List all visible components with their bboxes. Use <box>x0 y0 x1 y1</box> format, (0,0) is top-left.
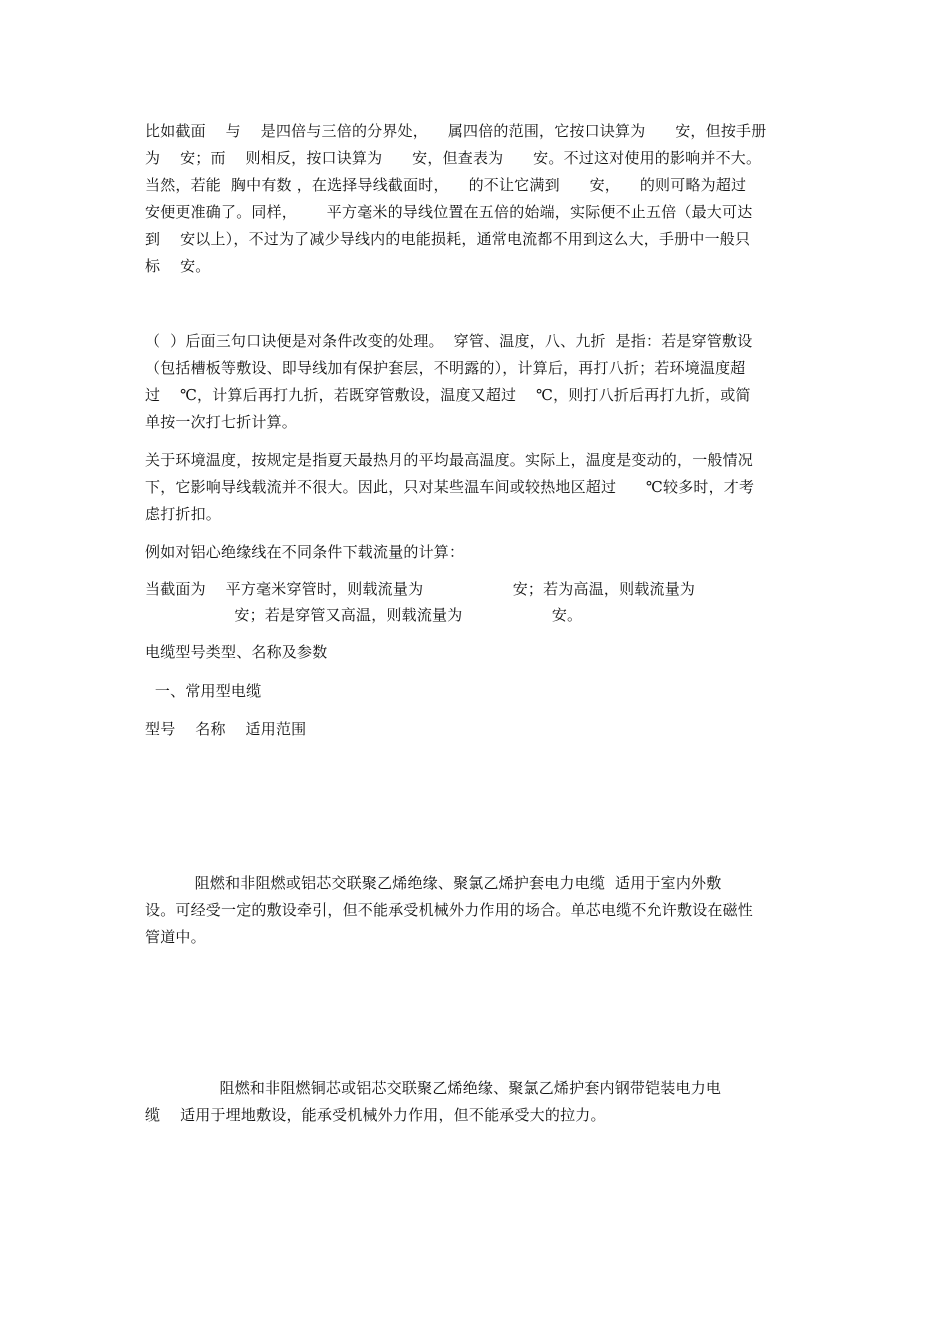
para5-line1: 当截面为 平方毫米穿管时，则载流量为 安；若为高温，则载流量为 <box>145 580 696 598</box>
para3-line3: 虑打折扣。 <box>145 505 222 523</box>
para2-line3: 过 ℃，计算后再打九折，若既穿管敷设，温度又超过 ℃，则打八折后再打九折，或简 <box>145 386 751 404</box>
para1-line5: 到 安以上），不过为了减少导线内的电能损耗，通常电流都不用到这么大，手册中一般只 <box>145 230 751 248</box>
cable1-line1: 阻燃和非阻燃或铝芯交联聚乙烯绝缘、聚氯乙烯护套电力电缆 适用于室内外敷 <box>145 874 722 892</box>
para5-line2: 安；若是穿管又高温，则载流量为 安。 <box>145 606 583 624</box>
para2-line2: （包括槽板等敷设、即导线加有保护套层，不明露的），计算后，再打八折；若环境温度超 <box>145 359 746 377</box>
cable2-line1: 阻燃和非阻燃铜芯或铝芯交联聚乙烯绝缘、聚氯乙烯护套内钢带铠装电力电 <box>145 1079 722 1097</box>
cable2-line2: 缆 适用于埋地敷设，能承受机械外力作用，但不能承受大的拉力。 <box>145 1106 606 1124</box>
para1-line4: 安便更准确了。同样， 平方毫米的导线位置在五倍的始端，实际便不止五倍（最大可达 <box>145 203 753 221</box>
para3-line1: 关于环境温度，按规定是指夏天最热月的平均最高温度。实际上，温度是变动的，一般情况 <box>145 451 754 469</box>
para4-line1: 例如对铝心绝缘线在不同条件下载流量的计算： <box>145 543 465 561</box>
para1-line1: 比如截面 与 是四倍与三倍的分界处， 属四倍的范围，它按口诀算为 安，但按手册 <box>145 122 767 140</box>
para2-line4: 单按一次打七折计算。 <box>145 413 298 431</box>
para3-line2: 下，它影响导线载流并不很大。因此，只对某些温车间或较热地区超过 ℃较多时，才考 <box>145 478 755 496</box>
subsection-title: 一、常用型电缆 <box>145 682 262 700</box>
cable1-line3: 管道中。 <box>145 928 206 946</box>
para1-line6: 标 安。 <box>145 257 211 275</box>
section-title: 电缆型号类型、名称及参数 <box>145 643 328 661</box>
cable1-line2: 设。可经受一定的敷设牵引，但不能承受机械外力作用的场合。单芯电缆不允许敷设在磁性 <box>145 901 754 919</box>
table-header: 型号 名称 适用范围 <box>145 720 307 738</box>
para1-line2: 为 安；而 则相反，按口诀算为 安，但查表为 安。不过这对使用的影响并不大。 <box>145 149 762 167</box>
para2-line1: （ ）后面三句口诀便是对条件改变的处理。 穿管、温度，八、九折 是指：若是穿管敷设 <box>145 332 753 350</box>
para1-line3: 当然，若能 胸中有数 ，在选择导线截面时， 的不让它满到 安， 的则可略为超过 <box>145 176 747 194</box>
